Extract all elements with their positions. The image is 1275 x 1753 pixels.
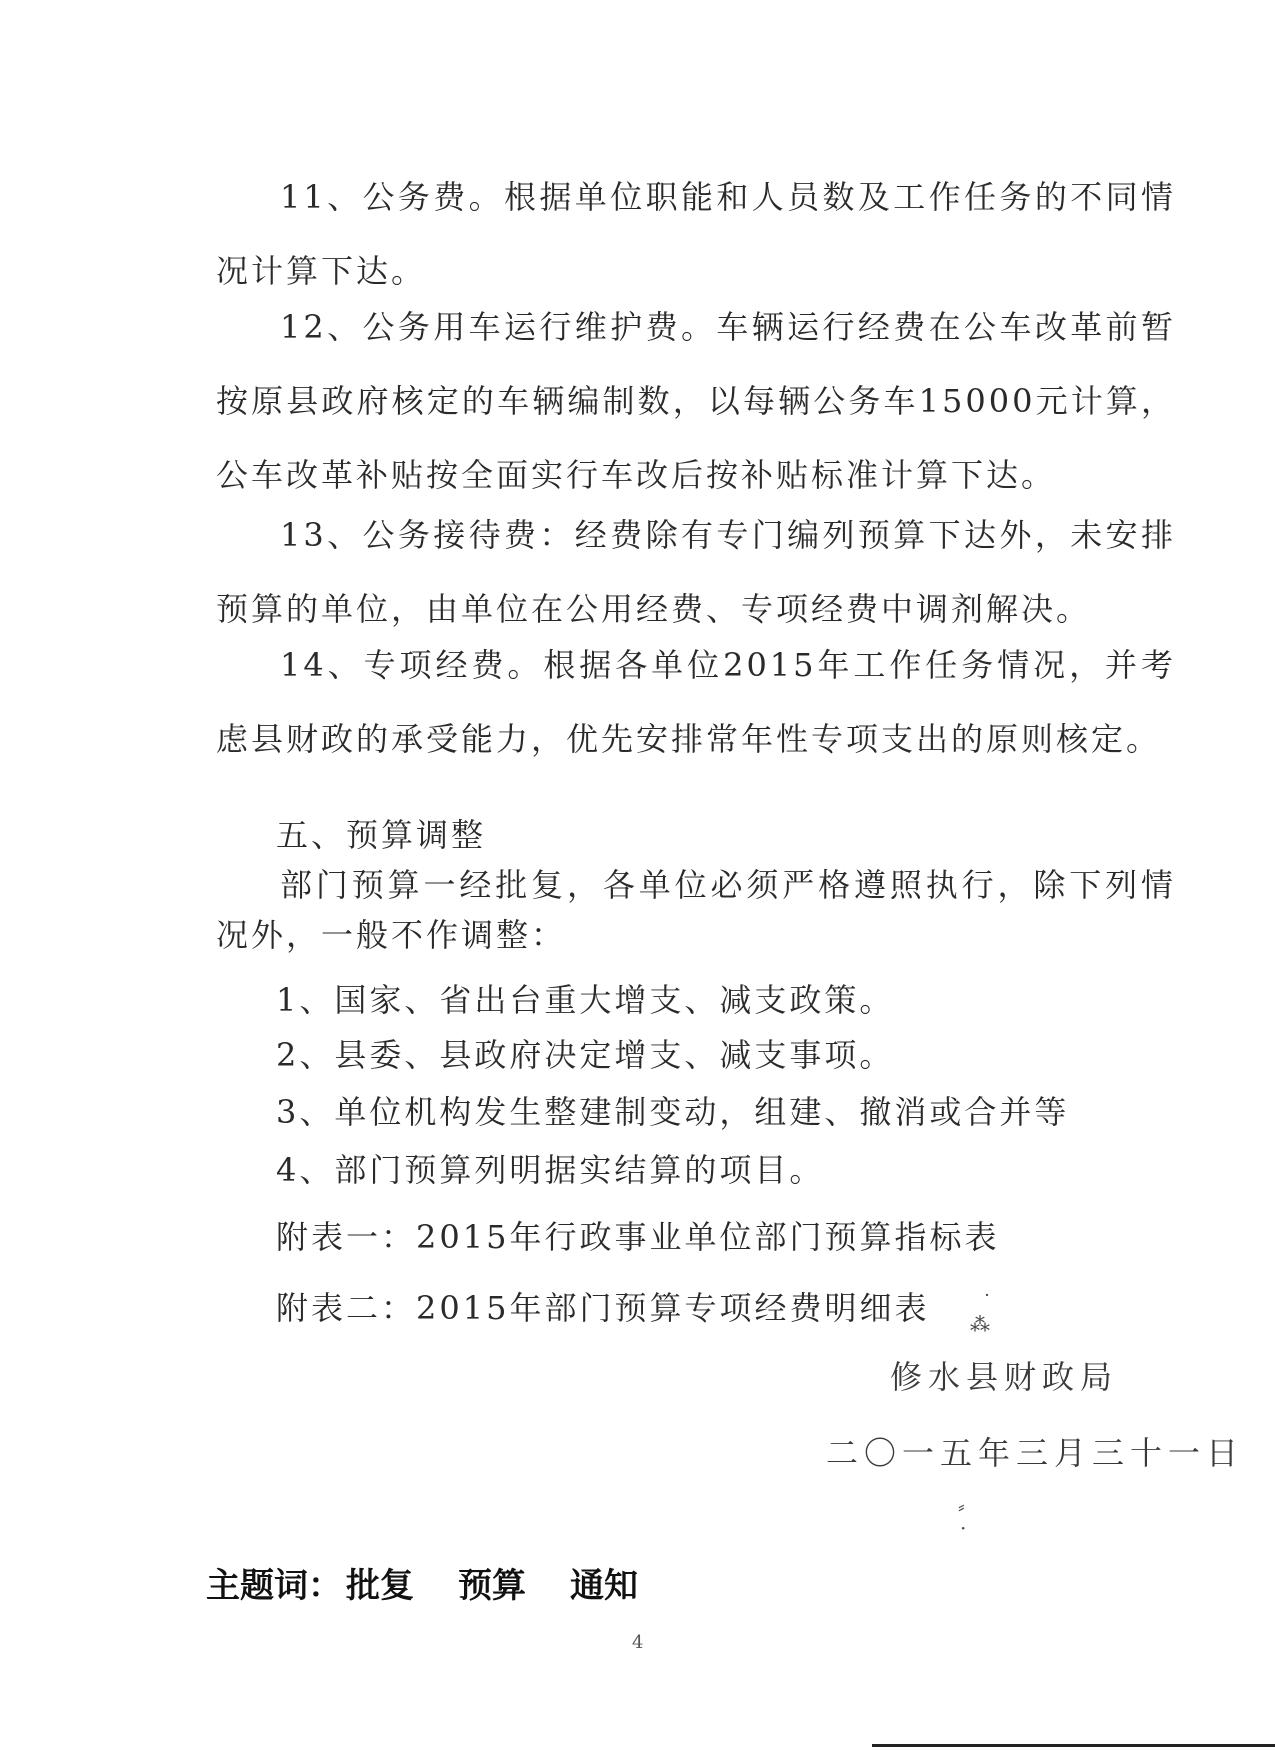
paragraph-12-vehicle-expenses: 12、公务用车运行维护费。车辆运行经费在公车改革前暂按原县政府核定的车辆编制数，以每辆公务车15000元计算，公车改革补贴按全面实行车改后按补贴标准计算下达。 [216,308,1176,494]
subject-keywords [206,1558,682,1607]
signature-date: 二〇一五年三月三十一日 [826,1434,1245,1472]
stamp-mark: · [960,1516,967,1540]
page-number: 4 [632,1632,644,1653]
stamp-mark: ˙ [982,1290,992,1314]
keyword: 批复 [346,1566,414,1606]
stamp-mark: ⁂ [970,1312,990,1336]
signature-organization: 修水县财政局 [890,1358,1119,1396]
keyword: 预算 [458,1566,526,1606]
paragraph-13-reception-expenses: 13、公务接待费：经费除有专门编列预算下达外，未安排预算的单位，由单位在公用经费、专项经费中调剂解决。 [216,516,1176,628]
paragraph-14-special-funds: 14、专项经费。根据各单位2015年工作任务情况，并考虑县财政的承受能力，优先安排常年性专项支出的原则核定。 [216,646,1176,758]
attachment-line: 附表一：2015年行政事业单位部门预算指标表 [276,1218,1000,1256]
keyword: 通知 [570,1566,638,1606]
attachment-line: 附表二：2015年部门预算专项经费明细表 [276,1289,930,1327]
scan-edge-line [872,1744,1275,1747]
adjustment-item: 2、县委、县政府决定增支、减支事项。 [276,1036,895,1074]
stamp-mark: ⸗ [958,1494,965,1518]
adjustment-intro: 部门预算一经批复，各单位必须严格遵照执行，除下列情况外，一般不作调整： [216,866,1176,954]
keywords-label: 主题词： [206,1566,342,1606]
adjustment-item: 3、单位机构发生整建制变动，组建、撤消或合并等 [276,1093,1070,1131]
adjustment-item: 1、国家、省出台重大增支、减支政策。 [276,981,895,1019]
section-title-budget-adjustment: 五、预算调整 [276,816,487,854]
paragraph-11-office-expenses: 11、公务费。根据单位职能和人员数及工作任务的不同情况计算下达。 [216,178,1176,290]
adjustment-item: 4、部门预算列明据实结算的项目。 [276,1151,825,1189]
